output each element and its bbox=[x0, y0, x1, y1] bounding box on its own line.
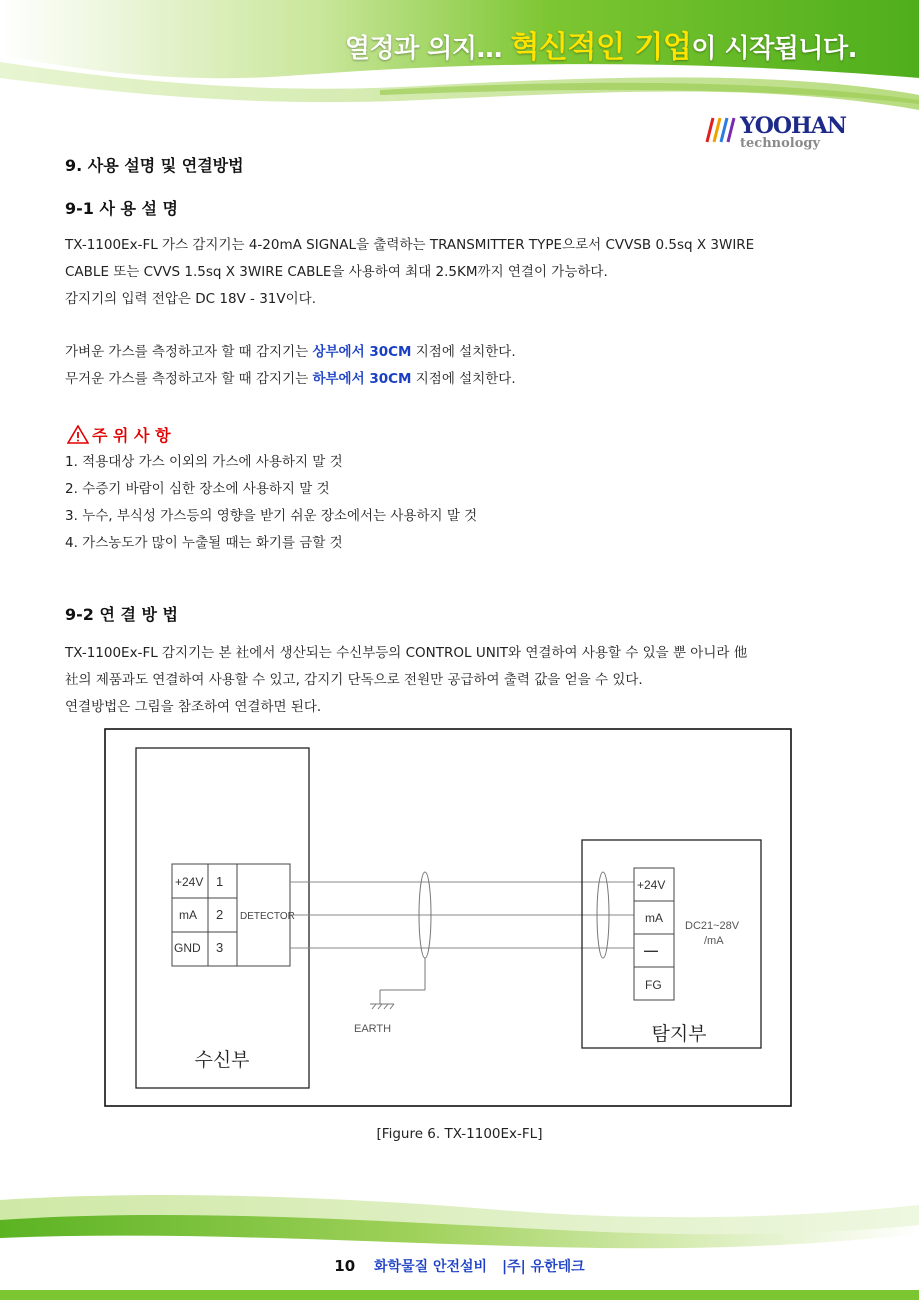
light-gas-line bbox=[65, 339, 516, 366]
caution-title: 주 위 사 항 bbox=[92, 426, 171, 445]
sub2-line-2: 社의 제품과도 연결하여 사용할 수 있고, 감지기 단독으로 전원만 공급하여 출력 값을 얻을 수 있다. bbox=[65, 672, 643, 688]
caution-item-2: 2. 수증기 바람이 심한 장소에 사용하지 말 것 bbox=[65, 481, 330, 497]
slogan-suffix: 이 시작됩니다. bbox=[691, 34, 857, 64]
sub1-line-3: 감지기의 입력 전압은 DC 18V - 31V이다. bbox=[65, 291, 317, 307]
slogan-prefix: 열정과 의지… bbox=[344, 34, 511, 64]
term-num-1: 1 bbox=[216, 874, 224, 889]
sub1-title: 9-1 사 용 설 명 bbox=[65, 199, 179, 218]
caution-item-4: 4. 가스농도가 많이 누출될 때는 화기를 금할 것 bbox=[65, 535, 343, 551]
light-post: 지점에 설치한다. bbox=[411, 344, 516, 360]
header-slogan bbox=[345, 22, 857, 66]
sub1-line-2: CABLE 또는 CVVS 1.5sq X 3WIRE CABLE을 사용하여 최대 2.5KM까지 연결이 가능하다. bbox=[65, 264, 608, 280]
slogan-highlight: 혁신적인 기업 bbox=[510, 30, 692, 65]
term-num-3: 3 bbox=[216, 940, 224, 955]
footer-wave bbox=[0, 1190, 919, 1300]
page-number: 10 bbox=[334, 1257, 356, 1275]
heavy-gas-line bbox=[65, 366, 516, 393]
logo-name: YOOHAN bbox=[740, 113, 846, 139]
heavy-highlight: 하부에서 30CM bbox=[312, 371, 412, 387]
heavy-pre: 무거운 가스를 측정하고자 할 때 감지기는 bbox=[65, 371, 313, 387]
warning-icon bbox=[67, 425, 89, 444]
term-num-2: 2 bbox=[216, 907, 224, 922]
footer bbox=[0, 1256, 919, 1276]
caution-item-3: 3. 누수, 부식성 가스등의 영향을 받기 쉬운 장소에서는 사용하지 말 것 bbox=[65, 508, 478, 524]
section-title: 9. 사용 설명 및 연결방법 bbox=[65, 156, 244, 175]
sub2-line-1: TX-1100Ex-FL 감지기는 본 社에서 생산되는 수신부등의 CONTROL UNIT와 연결하여 사용할 수 있을 뿐 아니라 他 bbox=[65, 645, 748, 661]
dc-label: DC21~28V bbox=[685, 920, 740, 932]
figure-caption: [Figure 6. TX-1100Ex-FL] bbox=[376, 1126, 543, 1142]
receiver-label: 수신부 bbox=[194, 1050, 250, 1071]
footer-company: 유한테크 bbox=[530, 1259, 585, 1275]
term-right-24v: +24V bbox=[637, 878, 666, 892]
dc-sub: /mA bbox=[704, 935, 724, 947]
sub1-line-1: TX-1100Ex-FL 가스 감지기는 4-20mA SIGNAL을 출력하는 TRANSMITTER TYPE으로서 CVVSB 0.5sq X 3WIRE bbox=[65, 237, 755, 253]
detector-text: DETECTOR bbox=[240, 911, 295, 922]
term-left-24v: +24V bbox=[175, 875, 204, 889]
term-right-ma: mA bbox=[645, 911, 663, 925]
light-pre: 가벼운 가스를 측정하고자 할 때 감지기는 bbox=[65, 344, 313, 360]
sub2-title: 9-2 연 결 방 법 bbox=[65, 605, 179, 624]
logo-sub: technology bbox=[740, 136, 821, 151]
term-left-ma: mA bbox=[179, 908, 197, 922]
light-highlight: 상부에서 30CM bbox=[312, 344, 412, 360]
logo-stripes-icon bbox=[704, 114, 740, 144]
term-right-minus: — bbox=[644, 942, 658, 958]
earth-label: EARTH bbox=[354, 1023, 392, 1035]
detector-label: 탐지부 bbox=[651, 1024, 707, 1045]
footer-title: 화학물질 안전설비 bbox=[374, 1259, 488, 1275]
heavy-post: 지점에 설치한다. bbox=[411, 371, 516, 387]
footer-separator: |주| bbox=[501, 1259, 526, 1275]
sub2-line-3: 연결방법은 그림을 참조하여 연결하면 된다. bbox=[65, 699, 322, 715]
term-left-gnd: GND bbox=[174, 941, 201, 955]
caution-item-1: 1. 적용대상 가스 이외의 가스에 사용하지 말 것 bbox=[65, 454, 343, 470]
term-right-fg: FG bbox=[645, 978, 662, 992]
wiring-diagram bbox=[104, 728, 792, 1108]
